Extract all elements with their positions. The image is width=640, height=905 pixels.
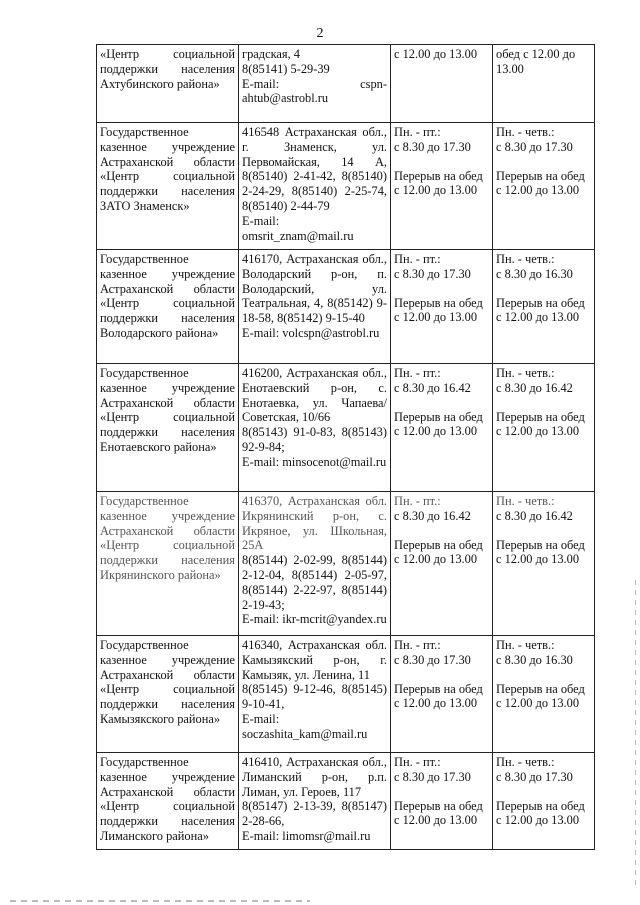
hours-text: с 8.30 до 17.30 <box>496 139 573 154</box>
days-label: Пн. - четв.: <box>496 366 555 380</box>
break-text: Перерыв на обед с 12.00 до 13.00 <box>496 681 585 711</box>
hours-text: с 8.30 до 17.30 <box>394 769 471 784</box>
days-label: Пн. - пт.: <box>394 252 441 266</box>
email-text: E-mail: cspn-ahtub@astrobl.ru <box>242 76 387 106</box>
phone-text: 8(85147) 2-13-39, 8(85147) 2-28-66, <box>242 799 387 829</box>
institutions-table <box>96 44 595 850</box>
address-text: 416340, Астраханская обл. Камызякский р-он, г. Камызяк, ул. Ленина, 11 <box>242 638 387 682</box>
break-text: Перерыв на обед с 12.00 до 13.00 <box>496 168 585 198</box>
address-cell <box>239 250 391 364</box>
organization-name: Государственное казенное учреждение Астраханской области «Центр социальной поддержки населения Икрянинского района» <box>100 494 235 582</box>
short-day-hours-cell <box>493 250 595 364</box>
short-day-hours-cell <box>493 123 595 250</box>
hours-text: с 8.30 до 17.30 <box>496 769 573 784</box>
hours-text: с 8.30 до 16.30 <box>496 266 573 281</box>
hours-text: с 8.30 до 16.30 <box>496 652 573 667</box>
organization-name: Государственное казенное учреждение Астраханской области «Центр социальной поддержки населения Камызякского района» <box>100 638 235 726</box>
break-text: Перерыв на обед с 12.00 до 13.00 <box>496 409 585 439</box>
short-day-hours-cell <box>493 45 595 123</box>
weekday-hours-cell <box>391 123 493 250</box>
hours-text: с 8.30 до 16.42 <box>394 508 471 523</box>
email-text: E-mail: limomsr@mail.ru <box>242 828 371 843</box>
weekday-hours-cell <box>391 250 493 364</box>
address-cell <box>239 364 391 492</box>
table-row <box>97 492 595 636</box>
organization-name: Государственное казенное учреждение Астраханской области «Центр социальной поддержки населения Володарского района» <box>100 252 235 340</box>
organization-cell <box>97 492 239 636</box>
address-text: 416370, Астраханская обл. Икрянинский р-он, с. Икряное, ул. Школьная, 25А <box>242 494 387 553</box>
organization-cell <box>97 636 239 753</box>
days-label: Пн. - пт.: <box>394 638 441 652</box>
address-text: 416170, Астраханская обл., Володарский р-он, п. Володарский, ул. Театральная, 4, 8(85142) 9-18-58, 8(85142) 9-15-40 <box>242 252 387 326</box>
hours-text: с 8.30 до 17.30 <box>394 652 471 667</box>
address-cell <box>239 636 391 753</box>
short-day-hours-cell <box>493 636 595 753</box>
break-text: Перерыв на обед с 12.00 до 13.00 <box>394 168 483 198</box>
break-text: Перерыв на обед с 12.00 до 13.00 <box>394 295 483 325</box>
days-label: Пн. - четв.: <box>496 252 555 266</box>
short-day-hours-cell <box>493 364 595 492</box>
hours-text: с 8.30 до 17.30 <box>394 266 471 281</box>
days-label: Пн. - четв.: <box>496 125 555 139</box>
address-text: 416548 Астраханская обл., г. Знаменск, ул. Первомайская, 14 А, 8(85140) 2-41-42, 8(85140) 2-24-29, 8(85140) 2-25-74, 8(85140) 2-44-79 <box>242 125 387 213</box>
address-cell <box>239 45 391 123</box>
table-row <box>97 250 595 364</box>
organization-cell <box>97 123 239 250</box>
days-label: Пн. - четв.: <box>496 755 555 769</box>
hours-text: с 8.30 до 16.42 <box>394 380 471 395</box>
break-text: Перерыв на обед с 12.00 до 13.00 <box>496 798 585 828</box>
email-text: E-mail: soczashita_kam@mail.ru <box>242 711 368 741</box>
organization-cell <box>97 364 239 492</box>
phone-text: 8(85145) 9-12-46, 8(85145) 9-10-41, <box>242 682 387 712</box>
short-day-hours-cell <box>493 753 595 850</box>
days-label: Пн. - четв.: <box>496 638 555 652</box>
organization-name: Государственное казенное учреждение Астраханской области «Центр социальной поддержки населения Енотаевского района» <box>100 366 235 454</box>
email-text: E-mail: omsrit_znam@mail.ru <box>242 213 354 243</box>
organization-cell <box>97 250 239 364</box>
table-row <box>97 123 595 250</box>
email-text: E-mail: minsocenot@mail.ru <box>242 454 387 469</box>
break-text: с 12.00 до 13.00 <box>394 47 478 61</box>
days-label: Пн. - пт.: <box>394 494 441 508</box>
break-text: Перерыв на обед с 12.00 до 13.00 <box>394 798 483 828</box>
page-number: 2 <box>316 26 324 41</box>
phone-text: 8(85144) 2-02-99, 8(85144) 2-12-04, 8(85144) 2-05-97, 8(85144) 2-22-97, 8(85144) 2-19-43; <box>242 553 387 612</box>
break-text: Перерыв на обед с 12.00 до 13.00 <box>394 409 483 439</box>
break-text: Перерыв на обед с 12.00 до 13.00 <box>394 537 483 567</box>
short-day-hours-cell <box>493 492 595 636</box>
break-text: Перерыв на обед с 12.00 до 13.00 <box>394 681 483 711</box>
address-text: 416200, Астраханская обл., Енотаевский р-он, с. Енотаевка, ул. Чапаева/Советская, 10/66 <box>242 366 387 425</box>
days-label: Пн. - четв.: <box>496 494 555 508</box>
phone-text: 8(85143) 91-0-83, 8(85143) 92-9-84; <box>242 425 387 454</box>
email-text: E-mail: ikr-mcrit@yandex.ru <box>242 612 387 627</box>
weekday-hours-cell <box>391 492 493 636</box>
hours-text: с 8.30 до 16.42 <box>496 508 573 523</box>
organization-name: Государственное казенное учреждение Астраханской области «Центр социальной поддержки населения Лиманского района» <box>100 755 235 843</box>
scan-artifact-strip <box>10 900 310 902</box>
break-text: Перерыв на обед с 12.00 до 13.00 <box>496 295 585 325</box>
days-label: Пн. - пт.: <box>394 125 441 139</box>
weekday-hours-cell <box>391 45 493 123</box>
phone-text: 8(85141) 5-29-39 <box>242 61 330 76</box>
organization-name: «Центр социальной поддержки населения Ахтубинского района» <box>100 47 235 91</box>
table-row <box>97 753 595 850</box>
address-cell <box>239 753 391 850</box>
scan-edge-mark <box>635 580 636 890</box>
organization-cell <box>97 45 239 123</box>
table-row <box>97 364 595 492</box>
days-label: Пн. - пт.: <box>394 755 441 769</box>
weekday-hours-cell <box>391 753 493 850</box>
address-text: градская, 4 <box>242 47 301 61</box>
break-text: обед с 12.00 до 13.00 <box>496 47 576 76</box>
address-text: 416410, Астраханская обл., Лиманский р-он, р.п. Лиман, ул. Героев, 117 <box>242 755 387 799</box>
weekday-hours-cell <box>391 364 493 492</box>
days-label: Пн. - пт.: <box>394 366 441 380</box>
table-row <box>97 45 595 123</box>
organization-cell <box>97 753 239 850</box>
organization-name: Государственное казенное учреждение Астраханской области «Центр социальной поддержки населения ЗАТО Знаменск» <box>100 125 235 213</box>
weekday-hours-cell <box>391 636 493 753</box>
break-text: Перерыв на обед с 12.00 до 13.00 <box>496 537 585 567</box>
hours-text: с 8.30 до 16.42 <box>496 380 573 395</box>
hours-text: с 8.30 до 17.30 <box>394 139 471 154</box>
address-cell <box>239 123 391 250</box>
email-text: E-mail: volcspn@astrobl.ru <box>242 325 380 340</box>
address-cell <box>239 492 391 636</box>
table-row <box>97 636 595 753</box>
